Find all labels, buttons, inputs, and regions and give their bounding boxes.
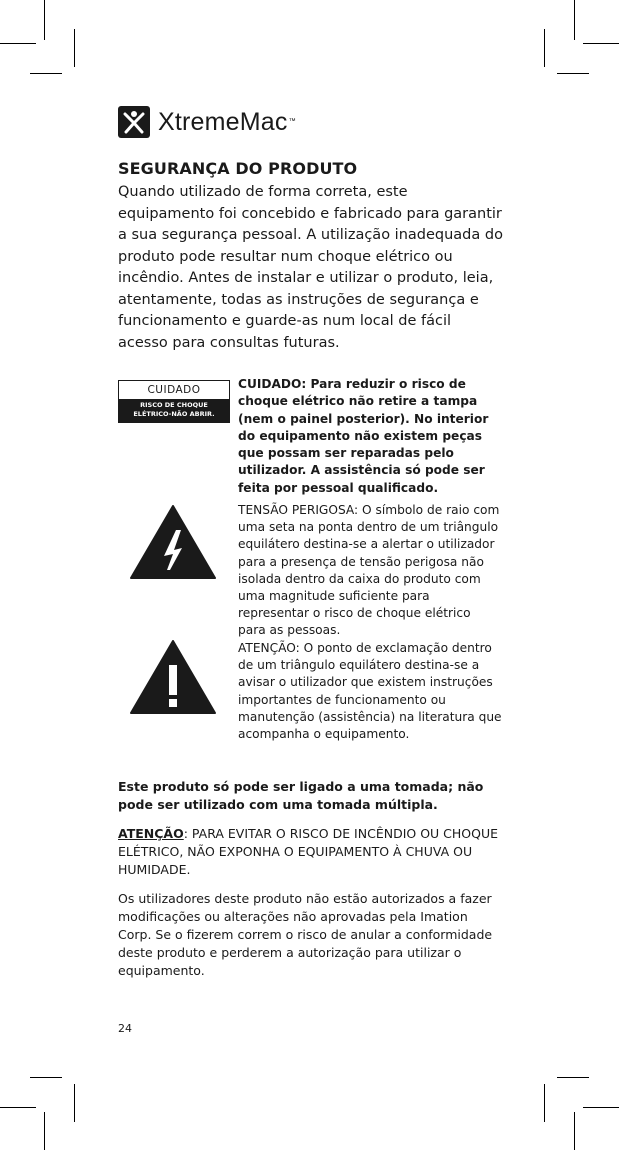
- crop-mark: [74, 1084, 75, 1122]
- caution-label-title: CUIDADO: [147, 384, 201, 396]
- crop-mark: [44, 1112, 45, 1150]
- x-figure-icon: [118, 106, 150, 138]
- crop-mark: [0, 43, 36, 44]
- crop-mark: [0, 1107, 36, 1108]
- page-number: 24: [118, 1022, 132, 1035]
- attention-paragraph: ATENÇÃO: O ponto de exclamação dentro de um triângulo equilátero destina-se a avisar o utilizador que existem instruções importantes de funcionamento ou manutenção (assistência) na literatura que acompanha o equipamento.: [238, 641, 502, 742]
- warning-paragraph: [118, 825, 504, 879]
- page-title: SEGURANÇA DO PRODUTO: [118, 159, 358, 178]
- caution-label: [118, 380, 230, 423]
- crop-mark: [574, 1112, 575, 1150]
- brand-name: XtremeMac™: [158, 107, 296, 136]
- crop-mark: [30, 73, 62, 74]
- crop-mark: [557, 73, 589, 74]
- crop-mark: [557, 1077, 589, 1078]
- crop-mark: [583, 1107, 619, 1108]
- lightning-triangle-icon: [129, 504, 217, 584]
- crop-mark: [30, 1077, 62, 1078]
- users-notice: Os utilizadores deste produto não estão autorizados a fazer modificações ou alterações não aprovadas pela Imation Corp. Se o fizerem correm o risco de anular a conformidade deste produto e perderem a autorização para utilizar o equipamento.: [118, 891, 493, 978]
- caution-label-subtitle: RISCO DE CHOQUE ELÉTRICO-NÃO ABRIR.: [119, 399, 229, 422]
- intro-paragraph: Quando utilizado de forma correta, este equipamento foi concebido e fabricado para garantir a sua segurança pessoal. A utilização inadequada do produto pode resultar num choque elétrico ou incêndio. Antes de instalar e utilizar o produto, leia, atentamente, todas as instruções de segurança e funcionamento e guarde-as num local de fácil acesso para consultas futuras.: [118, 184, 503, 351]
- crop-mark: [44, 0, 45, 40]
- exclamation-triangle-icon: [129, 639, 217, 719]
- outlet-notice: Este produto só pode ser ligado a uma tomada; não pode ser utilizado com uma tomada múltipla.: [118, 779, 484, 812]
- crop-mark: [544, 29, 545, 67]
- crop-mark: [583, 43, 619, 44]
- caution-paragraph: CUIDADO: Para reduzir o risco de choque elétrico não retire a tampa (nem o painel posterior). No interior do equipamento não existem peças que possam ser reparadas pelo utilizador. A assistência só pode ser feita por pessoal qualificado.: [238, 377, 489, 495]
- warning-text: : PARA EVITAR O RISCO DE INCÊNDIO OU CHOQUE ELÉTRICO, NÃO EXPONHA O EQUIPAMENTO À CHUVA OU HUMIDADE.: [118, 826, 499, 877]
- crop-mark: [574, 0, 575, 40]
- crop-mark: [74, 29, 75, 67]
- dangerous-voltage-paragraph: TENSÃO PERIGOSA: O símbolo de raio com uma seta na ponta dentro de um triângulo equilátero destina-se a alertar o utilizador para a presença de tensão perigosa não isolada dentro da caixa do produto com uma magnitude suficiente para representar o risco de choque elétrico para as pessoas.: [238, 503, 500, 638]
- crop-mark: [544, 1084, 545, 1122]
- brand-logo: [118, 106, 296, 138]
- warning-label: ATENÇÃO: [118, 826, 184, 841]
